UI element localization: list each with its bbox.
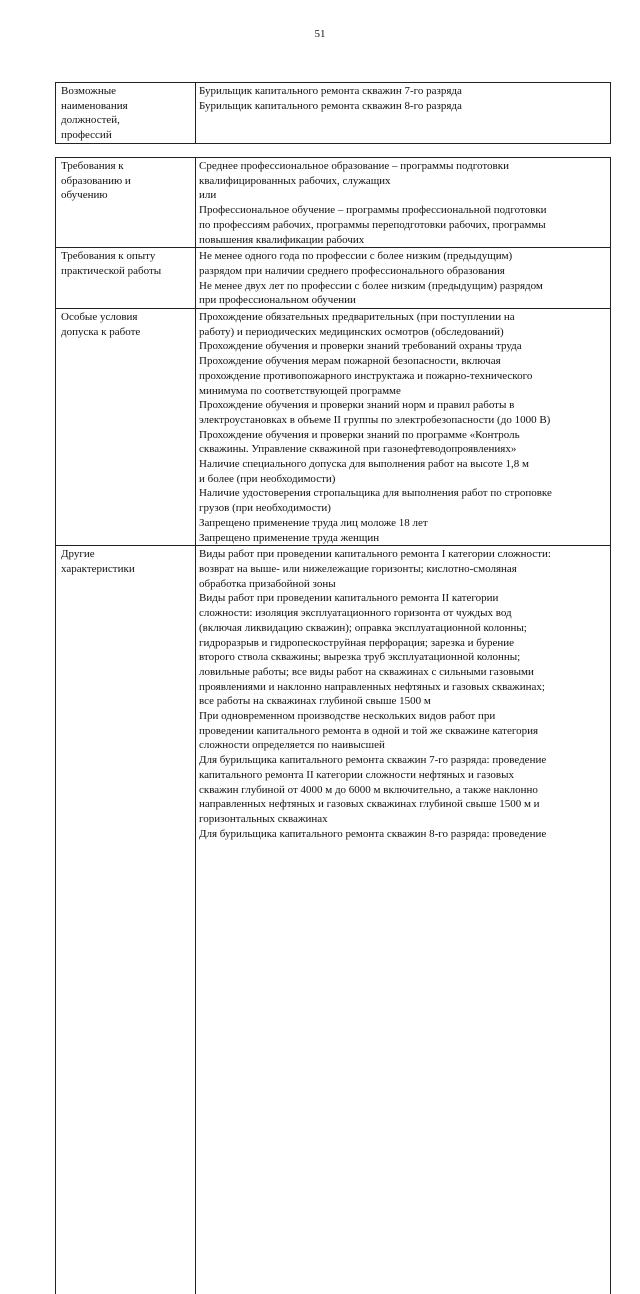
requirements-table <box>55 157 611 1294</box>
row-value-experience: Не менее одного года по профессии с более низким (предыдущим) разрядом при наличии среднего профессионального образования Не менее двух лет по профессии с более низким (предыдущим) разрядом при профессиональном обучении <box>196 248 611 309</box>
row-label: Возможные наименования должностей, профессий <box>56 83 196 144</box>
table-row <box>56 248 611 309</box>
row-label-education: Требования к образованию и обучению <box>56 158 196 248</box>
table-row <box>56 158 611 248</box>
row-value-education: Среднее профессиональное образование – программы подготовки квалифицированных рабочих, служащих или Профессиональное обучение – программы профессиональной подготовки по профессиям рабочих, программы переподготовки рабочих, программы повышения квалификации рабочих <box>196 158 611 248</box>
row-label-admission: Особые условия допуска к работе <box>56 309 196 546</box>
row-value-other: Виды работ при проведении капитального ремонта I категории сложности: возврат на выше- или нижележащие горизонты; кислотно-смоляная обработка призабойной зоны Виды работ при проведении капитального ремонта II категории сложности: изоляция эксплуатационного горизонта от чуждых вод (включая ликвидацию скважин); оправка эксплуатационной колонны; гидроразрыв и гидропескоструйная перфорация; зарезка и бурение второго ствола скважины; вырезка труб эксплуатационной колонны; ловильные работы; все виды работ на скважинах с сильными газовыми проявлениями и наклонно направленных нефтяных и газовых скважинах; все работы на скважинах глубиной свыше 1500 м При одновременном производстве нескольких видов работ при проведении капитального ремонта в одной и той же скважине категория сложности определяется по наивысшей Для бурильщика капитального ремонта скважин 7-го разряда: проведение капитального ремонта II категории сложности нефтяных и газовых скважин глубиной от 4000 м до 6000 м включительно, а также наклонно направленных нефтяных и газовых скважинах глубиной свыше 1500 м и горизонтальных скважинах Для бурильщика капитального ремонта скважин 8-го разряда: проведение <box>196 546 611 1294</box>
row-label-other: Другие характеристики <box>56 546 196 1294</box>
table-row <box>56 546 611 1294</box>
job-titles-table <box>55 82 611 144</box>
table-row <box>56 309 611 546</box>
row-value: Бурильщик капитального ремонта скважин 7-го разряда Бурильщик капитального ремонта скважин 8-го разряда <box>196 83 611 144</box>
row-label-experience: Требования к опыту практической работы <box>56 248 196 309</box>
row-value-admission: Прохождение обязательных предварительных (при поступлении на работу) и периодических медицинских осмотров (обследований) Прохождение обучения и проверки знаний требований охраны труда Прохождение обучения мерам пожарной безопасности, включая прохождение противопожарного инструктажа и пожарно-технического минимума по соответствующей программе Прохождение обучения и проверки знаний норм и правил работы в электроустановках в объеме II группы по электробезопасности (до 1000 В) Прохождение обучения и проверки знаний по программе «Контроль скважины. Управление скважиной при газонефтеводопроявлениях» Наличие специального допуска для выполнения работ на высоте 1,8 м и более (при необходимости) Наличие удостоверения стропальщика для выполнения работ по строповке грузов (при необходимости) Запрещено применение труда лиц моложе 18 лет Запрещено применение труда женщин <box>196 309 611 546</box>
page-number: 51 <box>314 28 326 40</box>
table-row <box>56 83 611 144</box>
